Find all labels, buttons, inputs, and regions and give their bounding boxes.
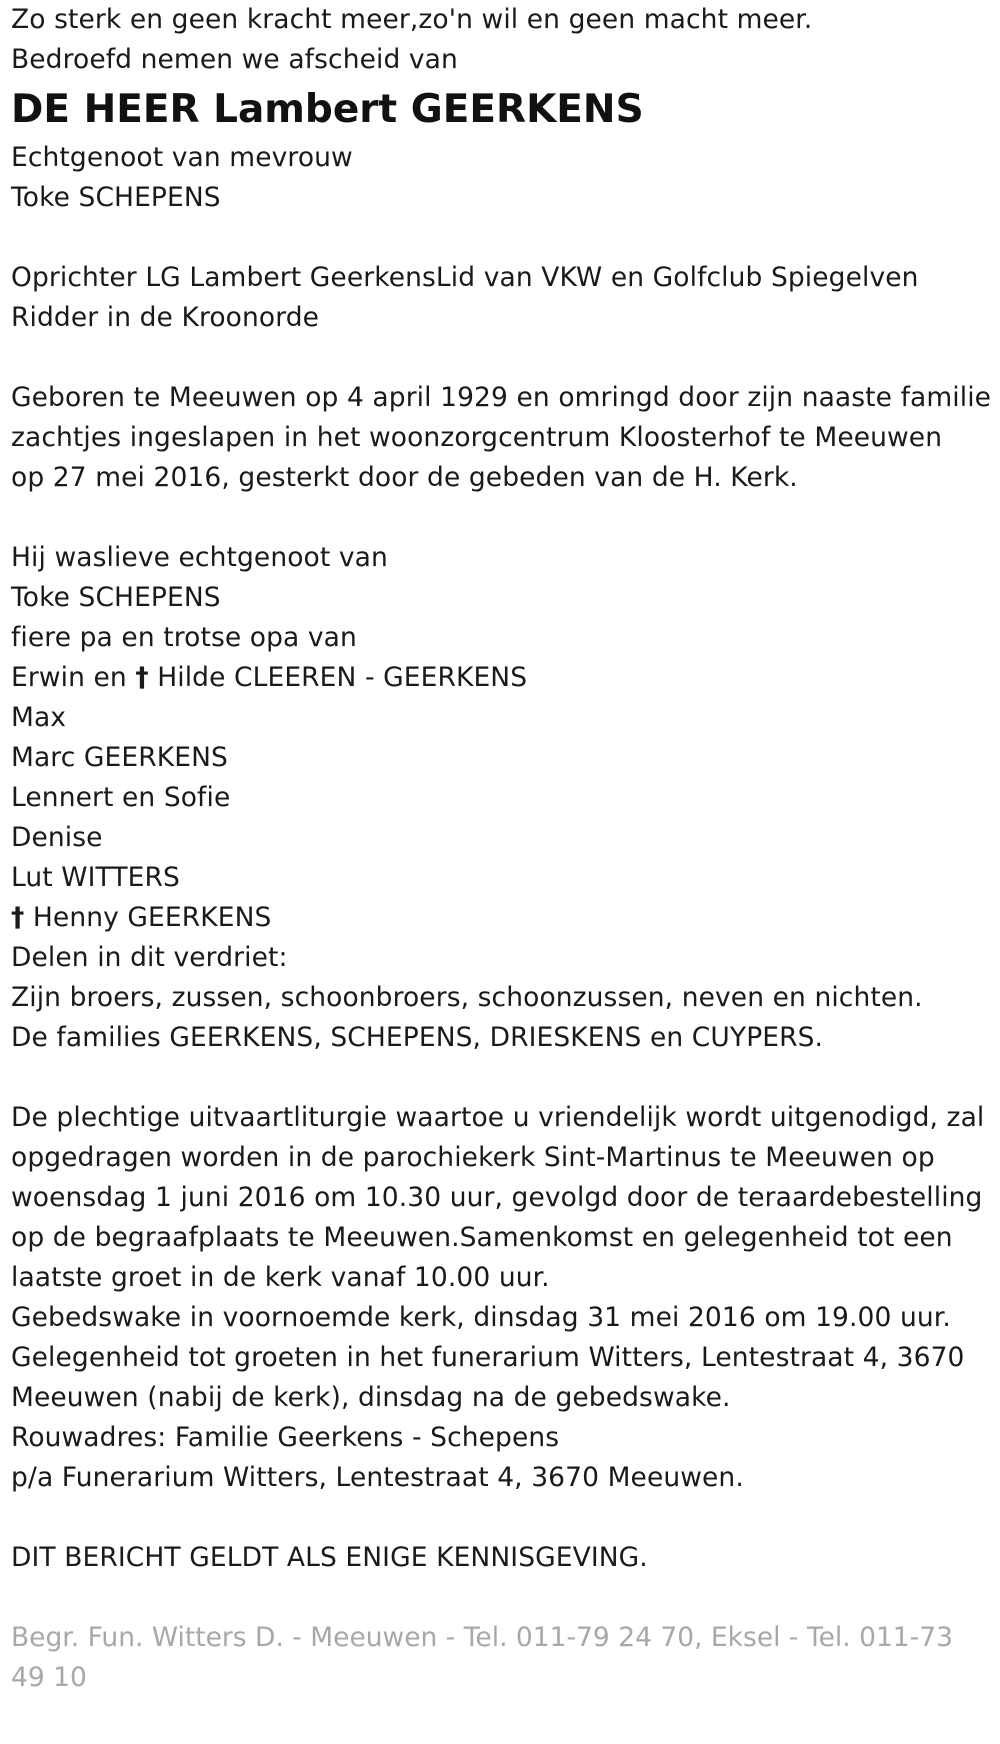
spacer	[11, 1578, 996, 1618]
funeral-line: op de begraafplaats te Meeuwen.Samenkomst en gelegenheid tot een	[11, 1222, 953, 1253]
spacer	[11, 1498, 996, 1538]
intro-line: Bedroefd nemen we afscheid van	[11, 44, 458, 75]
funeral-line: Rouwadres: Familie Geerkens - Schepens	[11, 1422, 560, 1453]
family-intro: Hij waslieve echtgenoot van	[11, 542, 388, 573]
spouse-name: Toke SCHEPENS	[11, 182, 221, 213]
title-line: Ridder in de Kroonorde	[11, 302, 320, 333]
funeral-home-footer: Begr. Fun. Witters D. - Meeuwen - Tel. 011-79 24 70, Eksel - Tel. 011-73 49 10	[11, 1622, 953, 1693]
funeral-line: woensdag 1 juni 2016 om 10.30 uur, gevolgd door de teraardebestelling	[11, 1182, 983, 1213]
funeral-line: laatste groet in de kerk vanaf 10.00 uur.	[11, 1262, 550, 1293]
funeral-line: p/a Funerarium Witters, Lentestraat 4, 3670 Meeuwen.	[11, 1462, 744, 1493]
family-member: Lennert en Sofie	[11, 782, 231, 813]
intro-line: Zo sterk en geen kracht meer,zo'n wil en geen macht meer.	[11, 4, 813, 35]
birth-death-line: zachtjes ingeslapen in het woonzorgcentrum Kloosterhof te Meeuwen	[11, 422, 943, 453]
birth-death-line: op 27 mei 2016, gesterkt door de gebeden van de H. Kerk.	[11, 462, 798, 493]
spacer	[11, 218, 996, 258]
family-member: Denise	[11, 822, 103, 853]
title-line: Oprichter LG Lambert GeerkensLid van VKW en Golfclub Spiegelven	[11, 262, 919, 293]
family-member-text: Erwin en	[11, 662, 136, 693]
obituary-notice	[11, 0, 996, 1698]
funeral-line: Gelegenheid tot groeten in het funerarium Witters, Lentestraat 4, 3670	[11, 1342, 965, 1373]
funeral-line: Gebedswake in voornoemde kerk, dinsdag 31 mei 2016 om 19.00 uur.	[11, 1302, 951, 1333]
family-spouse: Toke SCHEPENS	[11, 582, 221, 613]
families-line: De families GEERKENS, SCHEPENS, DRIESKENS en CUYPERS.	[11, 1022, 824, 1053]
cross-icon: †	[11, 902, 25, 933]
sharing-intro: Delen in dit verdriet:	[11, 942, 288, 973]
spacer	[11, 338, 996, 378]
spouse-label: Echtgenoot van mevrouw	[11, 142, 353, 173]
funeral-line: Meeuwen (nabij de kerk), dinsdag na de gebedswake.	[11, 1382, 731, 1413]
funeral-line: opgedragen worden in de parochiekerk Sint-Martinus te Meeuwen op	[11, 1142, 935, 1173]
family-member-text: Henny GEERKENS	[24, 902, 272, 933]
birth-death-line: Geboren te Meeuwen op 4 april 1929 en omringd door zijn naaste familie	[11, 382, 992, 413]
family-member-text: Hilde CLEEREN - GEERKENS	[148, 662, 528, 693]
deceased-name: DE HEER Lambert GEERKENS	[11, 87, 644, 132]
family-member	[11, 898, 996, 938]
family-member	[11, 658, 996, 698]
family-member: Max	[11, 702, 67, 733]
family-member: Marc GEERKENS	[11, 742, 228, 773]
family-member: Lut WITTERS	[11, 862, 180, 893]
funeral-line: De plechtige uitvaartliturgie waartoe u vriendelijk wordt uitgenodigd, zal	[11, 1102, 985, 1133]
relatives-line: Zijn broers, zussen, schoonbroers, schoonzussen, neven en nichten.	[11, 982, 923, 1013]
cross-icon: †	[135, 662, 149, 693]
spacer	[11, 1058, 996, 1098]
spacer	[11, 498, 996, 538]
notice-line: DIT BERICHT GELDT ALS ENIGE KENNISGEVING.	[11, 1542, 648, 1573]
children-intro: fiere pa en trotse opa van	[11, 622, 357, 653]
